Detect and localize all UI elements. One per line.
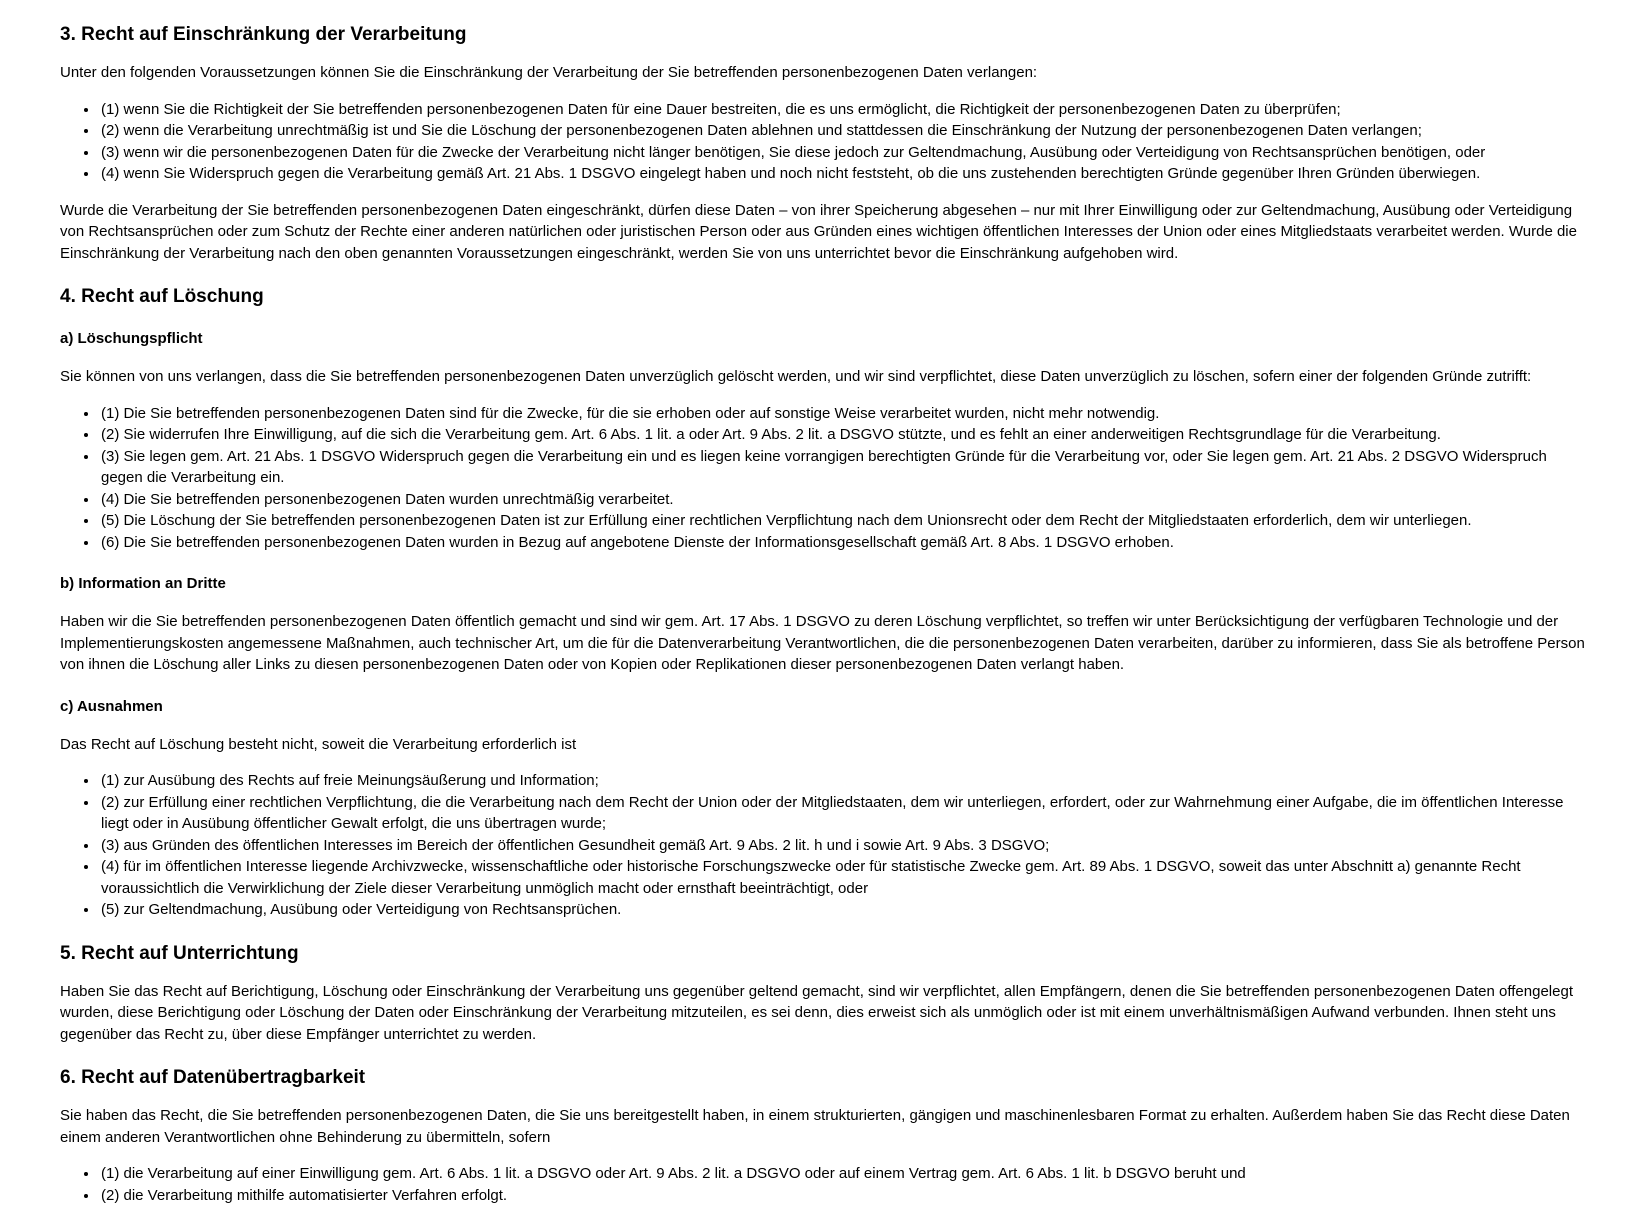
list-item: • (2) wenn die Verarbeitung unrechtmäßig ist und Sie die Löschung der personenbezogenen Daten ablehnen und stattdessen die Einschränkung der Nutzung der personenbezogenen Daten verlangen; <box>99 120 1590 142</box>
restriction-conditions-list <box>60 99 1590 185</box>
section-right-to-data-portability <box>60 1067 1590 1206</box>
section-heading: 6. Recht auf Datenübertragbarkeit <box>60 1067 366 1088</box>
section-right-to-notification <box>60 943 1590 1046</box>
list-item: • (4) für im öffentlichen Interesse liegende Archivzwecke, wissenschaftliche oder historische Forschungszwecke oder für statistische Zwecke gem. Art. 89 Abs. 1 DSGVO, soweit das unter Abschnitt a) genannte Recht voraussichtlich die Verwirklichung der Ziele dieser Verarbeitung unmöglich macht oder ernsthaft beeinträchtigt, oder <box>99 856 1590 899</box>
section-right-to-erasure <box>60 286 1590 921</box>
list-item: • (3) wenn wir die personenbezogenen Daten für die Zwecke der Verarbeitung nicht länger benötigen, Sie diese jedoch zur Geltendmachung, Ausübung oder Verteidigung von Rechtsansprüchen benötigen, oder <box>99 142 1590 164</box>
portability-conditions-list <box>60 1163 1590 1206</box>
list-item: • (6) Die Sie betreffenden personenbezogenen Daten wurden in Bezug auf angebotene Dienste der Informationsgesellschaft gemäß Art. 8 Abs. 1 DSGVO erhoben. <box>99 532 1590 554</box>
privacy-policy-document <box>60 24 1590 1206</box>
list-item: • (4) Die Sie betreffenden personenbezogenen Daten wurden unrechtmäßig verarbeitet. <box>99 489 1590 511</box>
list-item: • (3) aus Gründen des öffentlichen Interesses im Bereich der öffentlichen Gesundheit gemäß Art. 9 Abs. 2 lit. h und i sowie Art. 9 Abs. 3 DSGVO; <box>99 835 1590 857</box>
section-heading: 3. Recht auf Einschränkung der Verarbeitung <box>60 24 467 45</box>
list-item: • (2) zur Erfüllung einer rechtlichen Verpflichtung, die die Verarbeitung nach dem Recht der Union oder der Mitgliedstaaten, dem wir unterliegen, erfordert, oder zur Wahrnehmung einer Aufgabe, die im öffentlichen Interesse liegt oder in Ausübung öffentlicher Gewalt erfolgt, die uns übertragen wurde; <box>99 792 1590 835</box>
subsection-heading-erasure-obligation: a) Löschungspflicht <box>60 330 203 347</box>
erasure-exceptions-list <box>60 770 1590 921</box>
list-item: • (1) Die Sie betreffenden personenbezogenen Daten sind für die Zwecke, für die sie erhoben oder auf sonstige Weise verarbeitet wurden, nicht mehr notwendig. <box>99 403 1590 425</box>
section-restriction-of-processing <box>60 24 1590 264</box>
section-intro-paragraph: Sie haben das Recht, die Sie betreffenden personenbezogenen Daten, die Sie uns bereitgestellt haben, in einem strukturierten, gängigen und maschinenlesbaren Format zu erhalten. Außerdem haben Sie das Recht diese Daten einem anderen Verantwortlichen ohne Behinderung zu übermitteln, sofern <box>60 1107 1570 1146</box>
subsection-intro-paragraph: Das Recht auf Löschung besteht nicht, soweit die Verarbeitung erforderlich ist <box>60 735 577 753</box>
list-item: • (2) Sie widerrufen Ihre Einwilligung, auf die sich die Verarbeitung gem. Art. 6 Abs. 1 lit. a oder Art. 9 Abs. 2 lit. a DSGVO stützte, und es fehlt an einer anderweitigen Rechtsgrundlage für die Verarbeitung. <box>99 424 1590 446</box>
subsection-heading-information-to-third-parties: b) Information an Dritte <box>60 575 226 592</box>
list-item: • (1) wenn Sie die Richtigkeit der Sie betreffenden personenbezogenen Daten für eine Dauer bestreiten, die es uns ermöglicht, die Richtigkeit der personenbezogenen Daten zu überprüfen; <box>99 99 1590 121</box>
list-item: • (3) Sie legen gem. Art. 21 Abs. 1 DSGVO Widerspruch gegen die Verarbeitung ein und es liegen keine vorrangigen berechtigten Gründe für die Verarbeitung vor, oder Sie legen gem. Art. 21 Abs. 2 DSGVO Widerspruch gegen die Verarbeitung ein. <box>99 446 1590 489</box>
list-item: • (4) wenn Sie Widerspruch gegen die Verarbeitung gemäß Art. 21 Abs. 1 DSGVO eingelegt haben und noch nicht feststeht, ob die uns zustehenden berechtigten Gründe gegenüber Ihren Gründen überwiegen. <box>99 163 1590 185</box>
erasure-grounds-list <box>60 403 1590 554</box>
list-item: • (1) zur Ausübung des Rechts auf freie Meinungsäußerung und Information; <box>99 770 1590 792</box>
section-outro-paragraph: Wurde die Verarbeitung der Sie betreffenden personenbezogenen Daten eingeschränkt, dürfen diese Daten – von ihrer Speicherung abgesehen – nur mit Ihrer Einwilligung oder zur Geltendmachung, Ausübung oder Verteidigung von Rechtsansprüchen oder zum Schutz der Rechte einer anderen natürlichen oder juristischen Person oder aus Gründen eines wichtigen öffentlichen Interesses der Union oder eines Mitgliedstaats verarbeitet werden. Wurde die Einschränkung der Verarbeitung nach den oben genannten Voraussetzungen eingeschränkt, werden Sie von uns unterrichtet bevor die Einschränkung aufgehoben wird. <box>60 201 1577 262</box>
list-item: • (1) die Verarbeitung auf einer Einwilligung gem. Art. 6 Abs. 1 lit. a DSGVO oder Art. 9 Abs. 2 lit. a DSGVO oder auf einem Vertrag gem. Art. 6 Abs. 1 lit. b DSGVO beruht und <box>99 1163 1590 1185</box>
section-paragraph: Haben Sie das Recht auf Berichtigung, Löschung oder Einschränkung der Verarbeitung uns gegenüber geltend gemacht, sind wir verpflichtet, allen Empfängern, denen die Sie betreffenden personenbezogenen Daten offengelegt wurden, diese Berichtigung oder Löschung der Daten oder Einschränkung der Verarbeitung mitzuteilen, es sei denn, dies erweist sich als unmöglich oder ist mit einem unverhältnismäßigen Aufwand verbunden. Ihnen steht uns gegenüber das Recht zu, über diese Empfänger unterrichtet zu werden. <box>60 982 1573 1043</box>
subsection-heading-exceptions: c) Ausnahmen <box>60 697 163 715</box>
list-item: • (2) die Verarbeitung mithilfe automatisierter Verfahren erfolgt. <box>99 1185 1590 1207</box>
section-intro-paragraph: Unter den folgenden Voraussetzungen können Sie die Einschränkung der Verarbeitung der Sie betreffenden personenbezogenen Daten verlangen: <box>60 64 1038 81</box>
subsection-paragraph: Haben wir die Sie betreffenden personenbezogenen Daten öffentlich gemacht und sind wir gem. Art. 17 Abs. 1 DSGVO zu deren Löschung verpflichtet, so treffen wir unter Berücksichtigung der verfügbaren Technologie und der Implementierungskosten angemessene Maßnahmen, auch technischer Art, um die für die Datenverarbeitung Verantwortlichen, die die personenbezogenen Daten verarbeiten, darüber zu informieren, dass Sie als betroffene Person von ihnen die Löschung aller Links zu diesen personenbezogenen Daten oder von Kopien oder Replikationen dieser personenbezogenen Daten verlangt haben. <box>60 613 1585 673</box>
subsection-intro-paragraph: Sie können von uns verlangen, dass die Sie betreffenden personenbezogenen Daten unverzüglich gelöscht werden, und wir sind verpflichtet, diese Daten unverzüglich zu löschen, sofern einer der folgenden Gründe zutrifft: <box>60 368 1532 385</box>
section-heading: 5. Recht auf Unterrichtung <box>60 942 299 964</box>
list-item: • (5) Die Löschung der Sie betreffenden personenbezogenen Daten ist zur Erfüllung einer rechtlichen Verpflichtung nach dem Unionsrecht oder dem Recht der Mitgliedstaaten erforderlich, dem wir unterliegen. <box>99 510 1590 532</box>
section-heading: 4. Recht auf Löschung <box>60 286 264 307</box>
list-item: • (5) zur Geltendmachung, Ausübung oder Verteidigung von Rechtsansprüchen. <box>99 899 1590 921</box>
